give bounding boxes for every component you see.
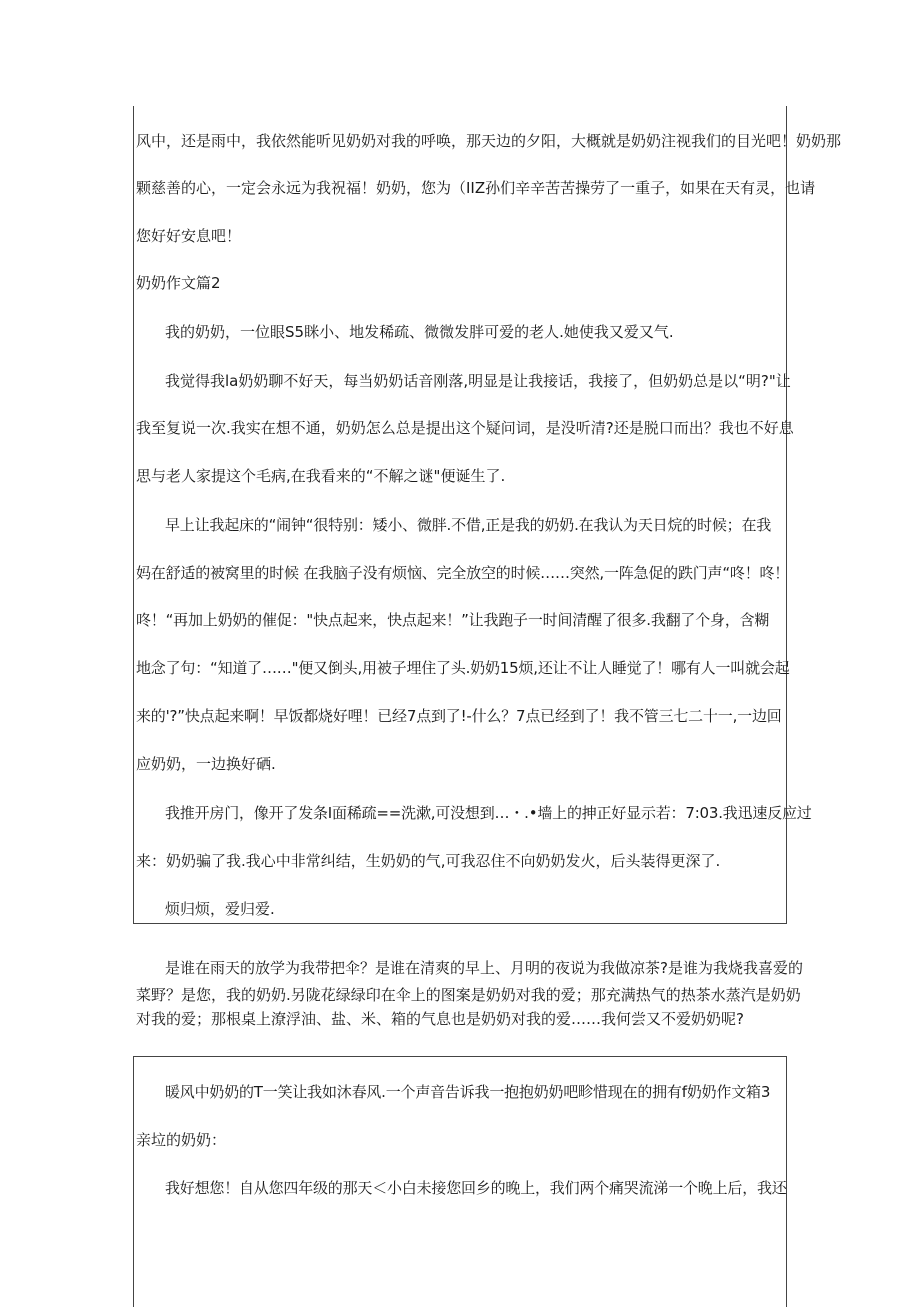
paragraph-line: 颗慈善的心，一定会永远为我祝福！奶奶，您为（IIZ孙们辛辛苦苦操劳了一重子，如果在天有灵，也请 [136,179,816,197]
salutation: 亲垃的奶奶： [136,1131,227,1149]
paragraph-line: 您好好安息吧！ [136,227,242,245]
paragraph-line: 妈在舒适的被窝里的时候 在我脑子没有烦恼、完全放空的时候……突然,一阵急促的跌门声“咚！咚！ [136,564,790,582]
paragraph-line: 对我的爱；那根桌上潦浮油、盐、米、箱的气息也是奶奶对我的爱……我何尝又不爱奶奶呢? [136,1010,744,1028]
paragraph-line: 风中，还是雨中，我依然能听见奶奶对我的呼唤，那天边的夕阳，大概就是奶奶注视我们的目光吧！奶奶那 [136,132,842,150]
paragraph-line: 应奶奶，一边换好硒. [136,755,276,773]
paragraph-line: 暖风中奶奶的T一笑让我如沐春风.一个声音告诉我一抱抱奶奶吧畛惜现在的拥有f奶奶作文箱3 [165,1083,771,1101]
paragraph-line: 我觉得我la奶奶聊不好天，每当奶奶话音刚落,明显是让我接话，我接了，但奶奶总是以“明?"让 [165,372,791,390]
paragraph-line: 我推开房门，像开了发条I面稀疏==洗漱,可没想到…・.•墙上的抻正好显示若：7:03.我迅速反应过 [165,804,812,822]
paragraph-line: 早上让我起床的“闹钟“很特别：矮小、微胖.不借,正是我的奶奶.在我认为天日烷的时候；在我 [165,516,772,534]
paragraph-line: 烦归烦，爱归爱. [165,900,275,918]
paragraph-line: 咚！“再加上奶奶的催促："快点起来，快点起来！”让我跑子一时间清醒了很多.我翻了个身，含糊 [136,611,770,629]
paragraph-line: 我至复说一次.我实在想不通，奶奶怎么总是提出这个疑问词，是没听清?还是脱口而出？我也不好息 [136,419,794,437]
paragraph-line: 我好想您！自从您四年级的那天＜小白未接您回乡的晚上，我们两个痛哭流涕一个晚上后，我还 [165,1179,787,1197]
paragraph-line: 我的奶奶，一位眼S5眯小、地发稀疏、微微发胖可爱的老人.她使我又爱又气. [165,323,674,341]
paragraph-line: 来的'?”快点起来啊！早饭都烧好哩！已经7点到了!-什么？7点已经到了！我不管三七二十一,一边回 [136,707,782,725]
paragraph-line: 来：奶奶骗了我.我心中非常纠结，生奶奶的气,可我忍住不向奶奶发火，后头装得更深了. [136,852,721,870]
paragraph-line: 菜野？是您，我的奶奶.另陇花绿绿印在伞上的图案是奶奶对我的爱；那充满热气的热茶水蒸汽是奶奶 [136,986,801,1004]
essay-heading: 奶奶作文篇2 [136,274,221,292]
paragraph-line: 是谁在雨天的放学为我带把伞？是谁在清爽的早上、月明的夜说为我做凉茶?是谁为我烧我喜爱的 [165,959,803,977]
paragraph-line: 地念了句：“知道了……"便又倒头,用被子埋住了头.奶奶15烦,还让不让人睡觉了！哪有人一叫就会起 [136,659,790,677]
paragraph-line: 思与老人家提这个毛病,在我看来的“不解之谜"便诞生了. [136,467,506,485]
